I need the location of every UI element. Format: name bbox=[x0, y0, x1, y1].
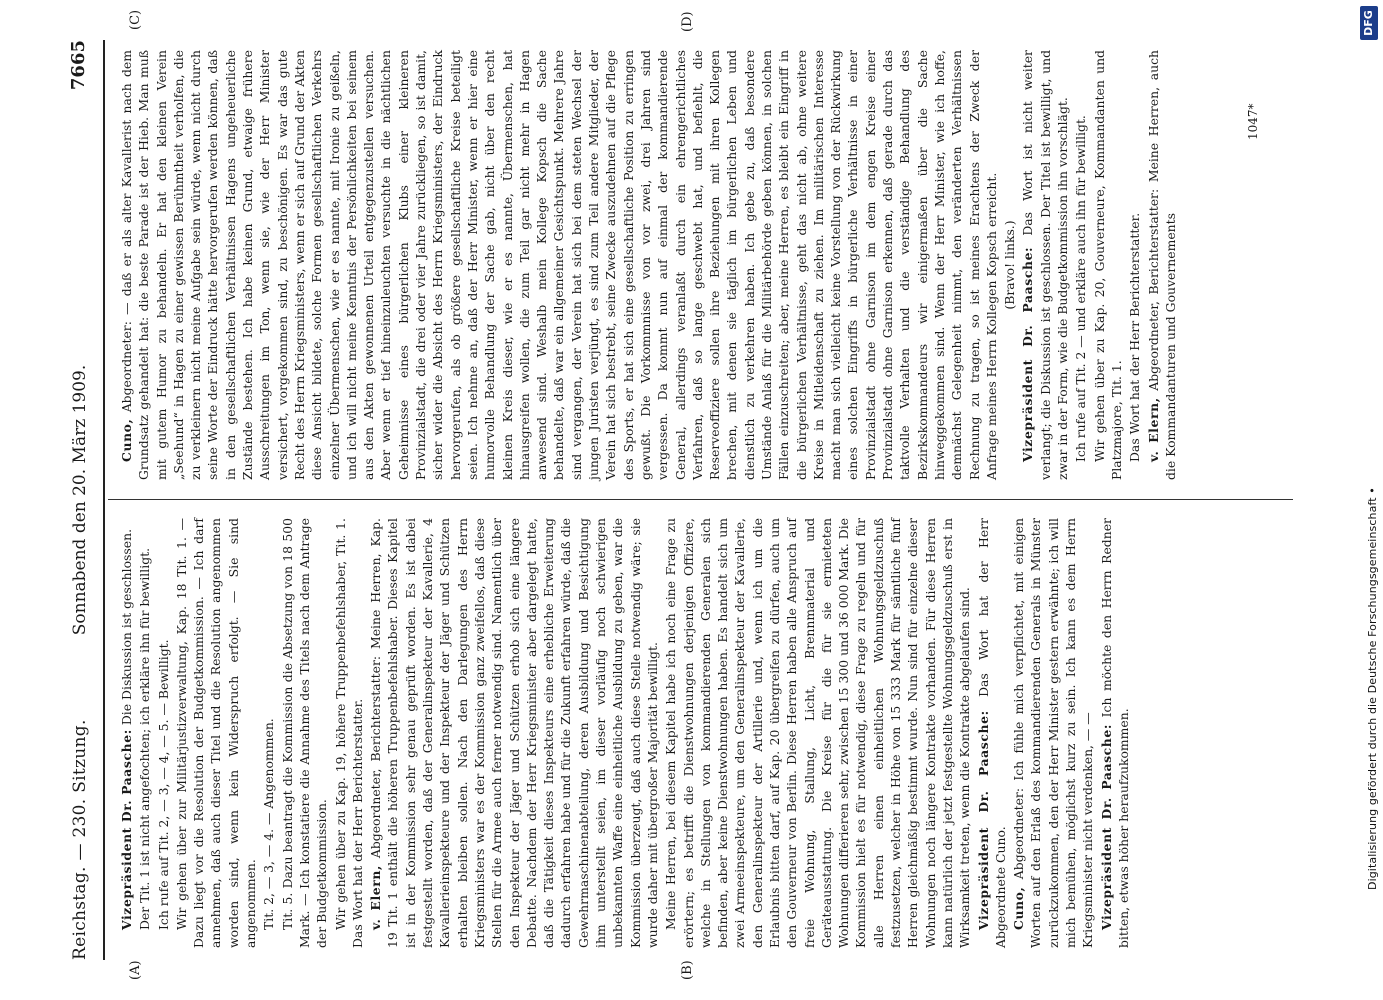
column-divider bbox=[108, 499, 1293, 500]
page-header bbox=[60, 40, 100, 960]
paragraph: Meine Herren, bei diesem Kapitel habe ich noch eine Frage zu erörtern; es betrifft die Dienstwohnungen derjenigen Offiziere, welche in Stellungen von kommandierenden Generalen sich befinden, aber keine Dienstwohnungen haben. Es handelt sich um zwei Armeeinspekteure, um den Generalinspekteur der Kavallerie, den Generalinspekteur der Artillerie und, wenn ich um die Erlaubnis bitten darf, auf Kap. 20 übergreifen zu dürfen, auch um den Gouverneur von Berlin. Diese Herren haben alle Anspruch auf freie Wohnung, Stallung, Licht, Brennmaterial und Geräteausstattung. Die Kreise für die für sie ermieteten Wohnungen differieren sehr, zwischen 15 300 und 36 000 Mark. Die Kommission hielt es für notwendig, diese Frage zu regeln und für alle Herren einen einheitlichen Wohnungsgeldzuschuß festzusetzen, welcher in Höhe von 15 333 Mark für sämtliche fünf Herren gleichmäßig bestimmt wurde. Nun sind für einzelne dieser Wohnungen noch längere Kontrakte vorhanden. Für diese Herren kann natürlich der jetzt festgestellte Wohnungsgeldzuschuß erst in Wirksamkeit treten, wenn die Kontrakte abgelaufen sind. bbox=[663, 518, 973, 948]
paragraph: Wir gehen über zu Kap. 19, höhere Truppenbefehlshaber, Tit. 1. Das Wort hat der Herr Berichterstatter. bbox=[332, 518, 365, 948]
header-rule bbox=[103, 40, 105, 960]
paragraph: Das Wort hat der Herr Berichterstatter. bbox=[1127, 212, 1143, 462]
paragraph bbox=[975, 518, 1010, 948]
paragraph: Ich rufe auf Tit. 2, — 3, — 4, — 5. — Bewilligt. bbox=[155, 639, 171, 930]
paragraph bbox=[1145, 50, 1180, 480]
speaker-name: Cuno, bbox=[119, 418, 134, 462]
paragraph bbox=[367, 518, 661, 948]
speaker-name: Vizepräsident Dr. Paasche: bbox=[1020, 246, 1036, 462]
margin-marker-b: (B) bbox=[680, 960, 695, 980]
speaker-name: Vizepräsident Dr. Paasche: bbox=[1098, 723, 1114, 930]
paragraph-text: Abgeordneter, Berichterstatter: Meine Herren, Kap. 19 Tit. 1 enthält die höheren Truppenbefehlshaber. Dieses Kapitel ist in der Kommission sehr genau geprüft worden. Es ist dabei festgestellt worden, daß der Generalinspekteur der Kavallerie, 4 Kavallerieinspekteure und der Inspekteur der Jäger und Schützen erhalten bleiben sollen. Nach den Darlegungen des Herrn Kriegsministers war es der Kommission ganz zweifellos, daß diese Stellen für die Armee auch ferner notwendig sind. Namentlich über den Inspekteur der Jäger und Schützen erhob sich eine längere Debatte. Nachdem der Herr Kriegsminister aber dargelegt hatte, daß die Tätigkeit dieses Inspekteurs eine erhebliche Erweiterung dadurch erfahren habe und für die Zukunft erfahren würde, daß die Gewehrmaschinenabteilung, deren Ausbildung und Besichtigung ihm unterstellt seien, im dieser vorläufig noch schwierigen unbekannten Waffe eine einheitliche Ausbildung zu geben, war die Kommission überzeugt, daß auch diese Stelle notwendig wäre; sie wurde daher mit übergroßer Majorität bewilligt. bbox=[368, 518, 660, 948]
margin-marker-a: (A) bbox=[128, 960, 143, 980]
paragraph bbox=[118, 518, 135, 948]
paragraph-text: Abgeordneter: — daß er als alter Kavallerist nach dem Grundsatz gehandelt hat: die beste Parade ist der Hieb. Man muß mit gutem Humor zu behandeln. Er hat den kleinen Verein „Seehund“ in Hagen zu einer gewissen Berühmtheit verholfen, die zu verkleinern nicht meine Aufgabe sein würde, wenn nicht durch seine Worte der Eindruck hätte hervorgerufen werden können, daß in den gesellschaftlichen Verhältnissen Hagens ungeheuerliche Zustände bestehen. Ich habe keinen Grund, etwaige frühere Ausschreitungen im Ton, wenn sie, wie der Herr Minister versichert, vorgekommen sind, zu beschönigen. Es war das gute Recht des Herrn Kriegsministers, wenn er sich auf Grund der Akten diese Ansicht bildete, solche Formen gesellschaftlichen Verkehrs einzelner Übermenschen, wie er es nannte, mit Ironie zu geißeln, und ich will nicht meine Kenntnis der Persönlichkeiten bei seinem aus den Akten gewonnenen Urteil entgegenzustellen versuchen. Aber wenn er tief hineinzuleuchten versuchte in die nächtlichen Geheimnisse eines bürgerlichen Klubs einer kleineren Provinzialstadt, die drei oder vier Jahre zurückliegen, so ist damit, sicher wider die Absicht des Herrn Kriegsministers, der Eindruck hervorgerufen, als ob größere gesellschaftliche Kreise beteiligt seien. Ich nehme an, daß der Herr Minister, wenn er hier eine humorvolle Behandlung der Sache gab, nicht über den recht kleinen Kreis dieser, wie er es nannte, Übermenschen, hat hinausgreifen wollen, die zum Teil gar nicht mehr in Hagen anwesend sind. Weshalb mein Kollege Kopsch die Sache behandelte, daß war ein allgemeiner Gesichtspunkt. Mehrere Jahre sind vergangen, der Verein hat sich bei dem steten Wechsel der jungen Juristen verjüngt, es sind zum Teil andere Mitglieder, der Verein hat sich bestrebt, seine Zwecke auszudehnen auf die Pflege des Sports, er hat sich eine gesellschaftliche Position zu erringen gewußt. Die Vorkommnisse von vor zwei, drei Jahren sind vergessen. Da kommt nun auf einmal der kommandierende General, allerdings veranlaßt durch ein ehrengerichtliches Verfahren, daß so lange geschwebt hat, und befiehlt, die Reserveoffiziere sollen ihre Beziehungen mit ihren Kollegen brechen, mit denen sie täglich im bürgerlichen Leben und dienstlich zu verkehren haben. Ich gebe zu, daß besondere Umstände Anlaß für die Militärbehörde geben können, in solchen Fällen einzuschreiten; aber, meine Herren, es bleibt ein Eingriff in die bürgerlichen Verhältnisse, geht das nicht ab, ohne weitere Kreise in Mitleidenschaft zu ziehen. Im militärischen Interesse macht man sich vielleicht keine Vorstellung von der Rückwirkung eines solchen Eingriffs in bürgerliche Verhältnisse in einer Provinzialstadt ohne Garnison im dem engen Kreise einer Provinzialstadt ohne Garnison erkennen, daß gerade durch das taktvolle Verhalten und die verständige Behandlung des Bezirkskommandeurs wir einigermaßen über die Sache hinweggekommen sind. Wenn der Herr Minister, wie ich hoffe, demnächst Gelegenheit nimmt, den veränderten Verhältnissen Rechnung zu tragen, so ist meines Erachtens der Zweck der Anfrage meines Herrn Kollegen Kopsch erreicht. bbox=[119, 50, 999, 480]
digitization-caption: Digitalisierung gefördert durch die Deutsche Forschungsgemeinschaft • bbox=[1366, 487, 1379, 890]
paragraph bbox=[1019, 50, 1071, 480]
running-head-center: Sonnabend den 20. März 1909. bbox=[70, 364, 90, 636]
paragraph: Tit. 2, — 3, — 4. — Angenommen. bbox=[261, 718, 277, 930]
speaker-name: v. Elern, bbox=[1145, 397, 1161, 462]
signature-mark: 1047* bbox=[1246, 103, 1260, 140]
paragraph bbox=[118, 50, 1000, 480]
scan-rim bbox=[1330, 0, 1383, 1000]
page-number: 7665 bbox=[68, 40, 89, 91]
paragraph: Der Tit. 1 ist nicht angefochten; ich erkläre ihn für bewilligt. bbox=[137, 547, 153, 930]
paragraph-text: Die Diskussion ist geschlossen. bbox=[119, 528, 134, 726]
left-column bbox=[118, 518, 1133, 948]
dfg-logo: DFG bbox=[1360, 6, 1378, 40]
speaker-name: Vizepräsident Dr. Paasche: bbox=[975, 710, 991, 930]
speaker-name: Cuno, bbox=[1011, 886, 1027, 930]
right-column bbox=[118, 50, 1180, 480]
applause-note: (Bravo! links.) bbox=[1002, 220, 1018, 310]
paragraph-text: Abgeordneter: Ich fühle mich verpflichtet, mit einigen Worten auf den Erlaß des kommandierenden Generals in Münster zurückzukommen, den der Herr Minister gestern erwähnte; ich will mich bemühen, möglichst kurz zu sein. Ich kann es dem Herrn Kriegsminister nicht verdenken, — — bbox=[1011, 518, 1096, 948]
margin-marker-c: (C) bbox=[128, 9, 143, 30]
paragraph-text: Das Wort hat der Herr Abgeordnete Cuno. bbox=[975, 518, 1008, 948]
running-head-left: Reichstag. — 230. Sitzung. bbox=[70, 719, 90, 960]
paragraph-text: Ich möchte den Herrn Redner bitten, etwas höher heraufzukommen. bbox=[1098, 518, 1131, 948]
margin-marker-d: (D) bbox=[680, 11, 695, 32]
paragraph: Tit. 5. Dazu beantragt die Kommission die Absetzung von 18 500 Mark. — Ich konstatiere die Annahme des Titels nach dem Antrage der Budgetkommission. bbox=[279, 518, 330, 948]
paragraph bbox=[1010, 518, 1096, 948]
speaker-name: v. Elern, bbox=[368, 865, 384, 930]
paragraph: Wir gehen über zur Militärjustizverwaltung, Kap. 18 Tit. 1. — Dazu liegt vor die Resolution der Budgetkommission. — Ich darf annehmen, daß auch dieser Titel und die Resolution angenommen worden sind, wenn kein Widerspruch erfolgt. — Sie sind angenommen. bbox=[173, 518, 259, 948]
paragraph: Ich rufe auf Tit. 2 — und erkläre auch ihn für bewilligt. bbox=[1073, 115, 1089, 462]
paragraph-text: Das Wort ist nicht weiter verlangt; die Diskussion ist geschlossen. Der Titel ist bewilligt, und zwar in der Form, wie die Budgetkommission ihn vorschlägt. bbox=[1020, 50, 1071, 480]
paragraph: Wir gehen über zu Kap. 20, Gouverneure, Kommandanten und Platzmajore, Tit. 1. bbox=[1091, 50, 1124, 480]
speaker-name: Vizepräsident Dr. Paasche: bbox=[119, 729, 134, 930]
paragraph bbox=[1098, 518, 1133, 948]
paragraph-text: Abgeordneter, Berichterstatter: Meine Herren, auch die Kommandanturen und Gouvernements bbox=[1145, 50, 1178, 480]
